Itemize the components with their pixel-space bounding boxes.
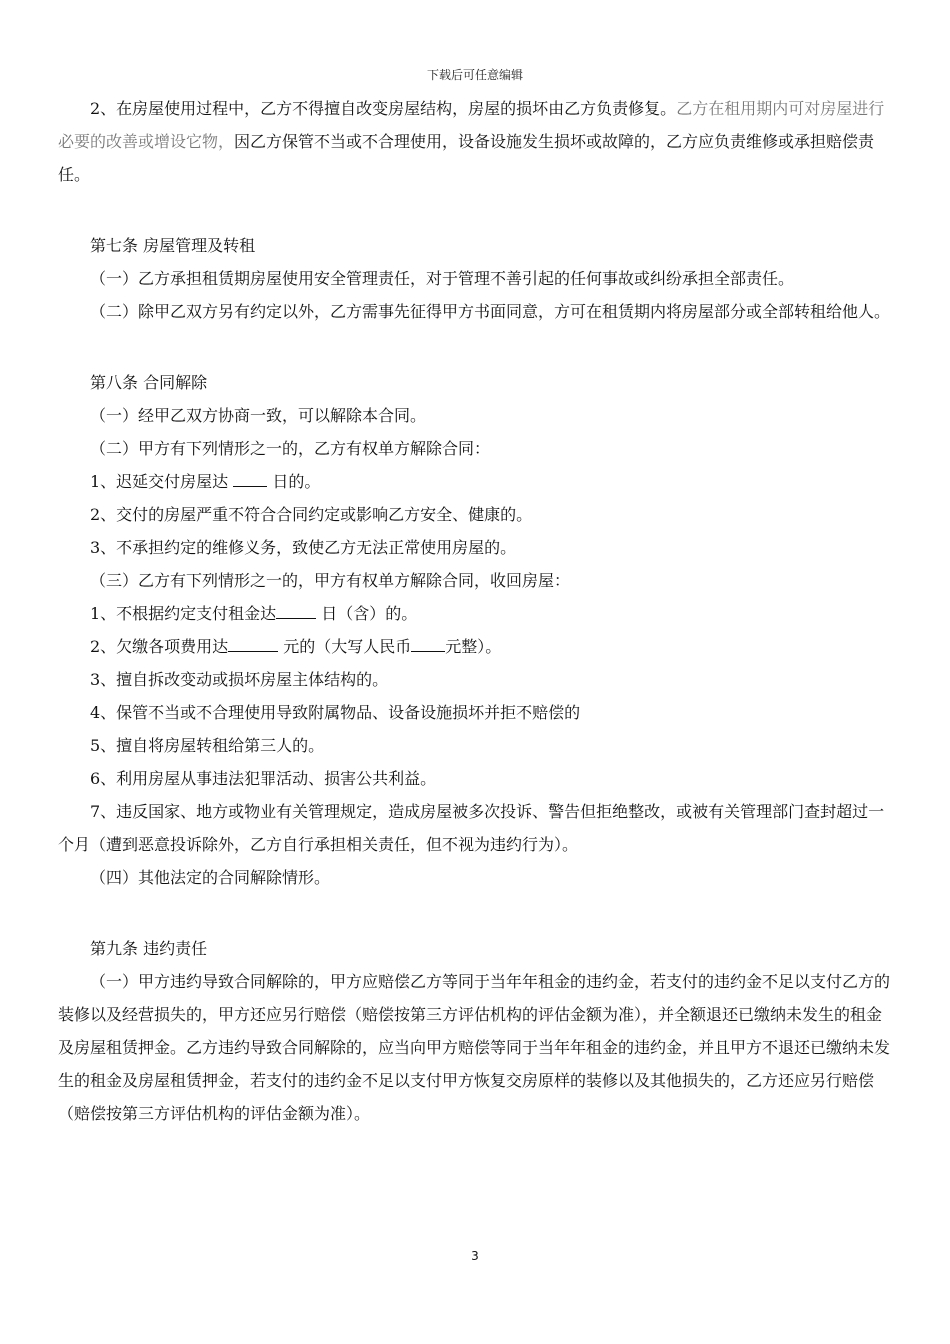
item-text: 1、迟延交付房屋达	[90, 472, 234, 491]
item-text: 元的（大写人民币	[278, 637, 412, 656]
fill-blank	[276, 604, 316, 619]
article-8-p3-item-1	[58, 597, 890, 630]
fill-blank	[228, 637, 278, 652]
paragraph-6-2	[58, 92, 890, 191]
article-9-p1: （一）甲方违约导致合同解除的，甲方应赔偿乙方等同于当年年租金的违约金，若支付的违约金不足以支付乙方的装修以及经营损失的，甲方还应另行赔偿（赔偿按第三方评估机构的评估金额为准），并全额退还已缴纳未发生的租金及房屋租赁押金。乙方违约导致合同解除的，应当向甲方赔偿等同于当年年租金的违约金，并且甲方不退还已缴纳未发生的租金及房屋租赁押金，若支付的违约金不足以支付甲方恢复交房原样的装修以及其他损失的，乙方还应另行赔偿（赔偿按第三方评估机构的评估金额为准）。	[58, 972, 891, 1123]
article-8-p2-item-2: 2、交付的房屋严重不符合合同约定或影响乙方安全、健康的。	[90, 505, 533, 524]
article-8-p2: （二）甲方有下列情形之一的，乙方有权单方解除合同：	[90, 439, 491, 458]
article-8-title: 第八条 合同解除	[90, 373, 208, 392]
article-8-p3-item-2	[58, 630, 890, 663]
fill-blank	[233, 472, 267, 487]
item-text: 元整）。	[445, 637, 502, 656]
article-8-p1: （一）经甲乙双方协商一致，可以解除本合同。	[90, 406, 427, 425]
item-text: 日的。	[267, 472, 321, 491]
article-8-p3-item-3: 3、擅自拆改变动或损坏房屋主体结构的。	[90, 670, 389, 689]
article-8-p3-item-5: 5、擅自将房屋转租给第三人的。	[90, 736, 325, 755]
article-8-p3-item-6: 6、利用房屋从事违法犯罪活动、损害公共利益。	[90, 769, 437, 788]
paragraph-6-2-part3: 因乙方保管不当或不合理使用，设备设施发生损坏或故障的，乙方应负责维修或承担赔偿责任。	[58, 132, 875, 184]
article-9-title: 第九条 违约责任	[90, 939, 208, 958]
article-8-p3-item-7: 7、违反国家、地方或物业有关管理规定，造成房屋被多次投诉、警告但拒绝整改，或被有关管理部门查封超过一个月（遭到恶意投诉除外，乙方自行承担相关责任，但不视为违约行为）。	[58, 802, 885, 854]
article-7-title: 第七条 房屋管理及转租	[90, 236, 256, 255]
item-text: 日（含）的。	[316, 604, 418, 623]
paragraph-6-2-part2: 乙方在租用期内可对房屋进行必要的改善或增设它物，	[58, 99, 885, 151]
article-8-p2-item-3: 3、不承担约定的维修义务，致使乙方无法正常使用房屋的。	[90, 538, 517, 557]
item-text: 1、不根据约定支付租金达	[90, 604, 277, 623]
item-text: 2、欠缴各项费用达	[90, 637, 229, 656]
fill-blank	[411, 637, 445, 652]
page-header: 下载后可任意编辑	[426, 68, 523, 82]
article-8-p3: （三）乙方有下列情形之一的，甲方有权单方解除合同，收回房屋：	[90, 571, 571, 590]
article-8-p4: （四）其他法定的合同解除情形。	[90, 868, 331, 887]
document-body	[58, 92, 890, 1130]
paragraph-6-2-part1: 2、在房屋使用过程中，乙方不得擅自改变房屋结构，房屋的损坏由乙方负责修复。	[90, 99, 677, 118]
article-8-p2-item-1	[58, 465, 890, 498]
article-7-item-1: （一）乙方承担租赁期房屋使用安全管理责任，对于管理不善引起的任何事故或纠纷承担全部责任。	[90, 269, 795, 288]
article-7-item-2: （二）除甲乙双方另有约定以外，乙方需事先征得甲方书面同意，方可在租赁期内将房屋部分或全部转租给他人。	[90, 302, 891, 321]
article-8-p3-item-4: 4、保管不当或不合理使用导致附属物品、设备设施损坏并拒不赔偿的	[90, 703, 581, 722]
page-number: 3	[471, 1249, 479, 1263]
